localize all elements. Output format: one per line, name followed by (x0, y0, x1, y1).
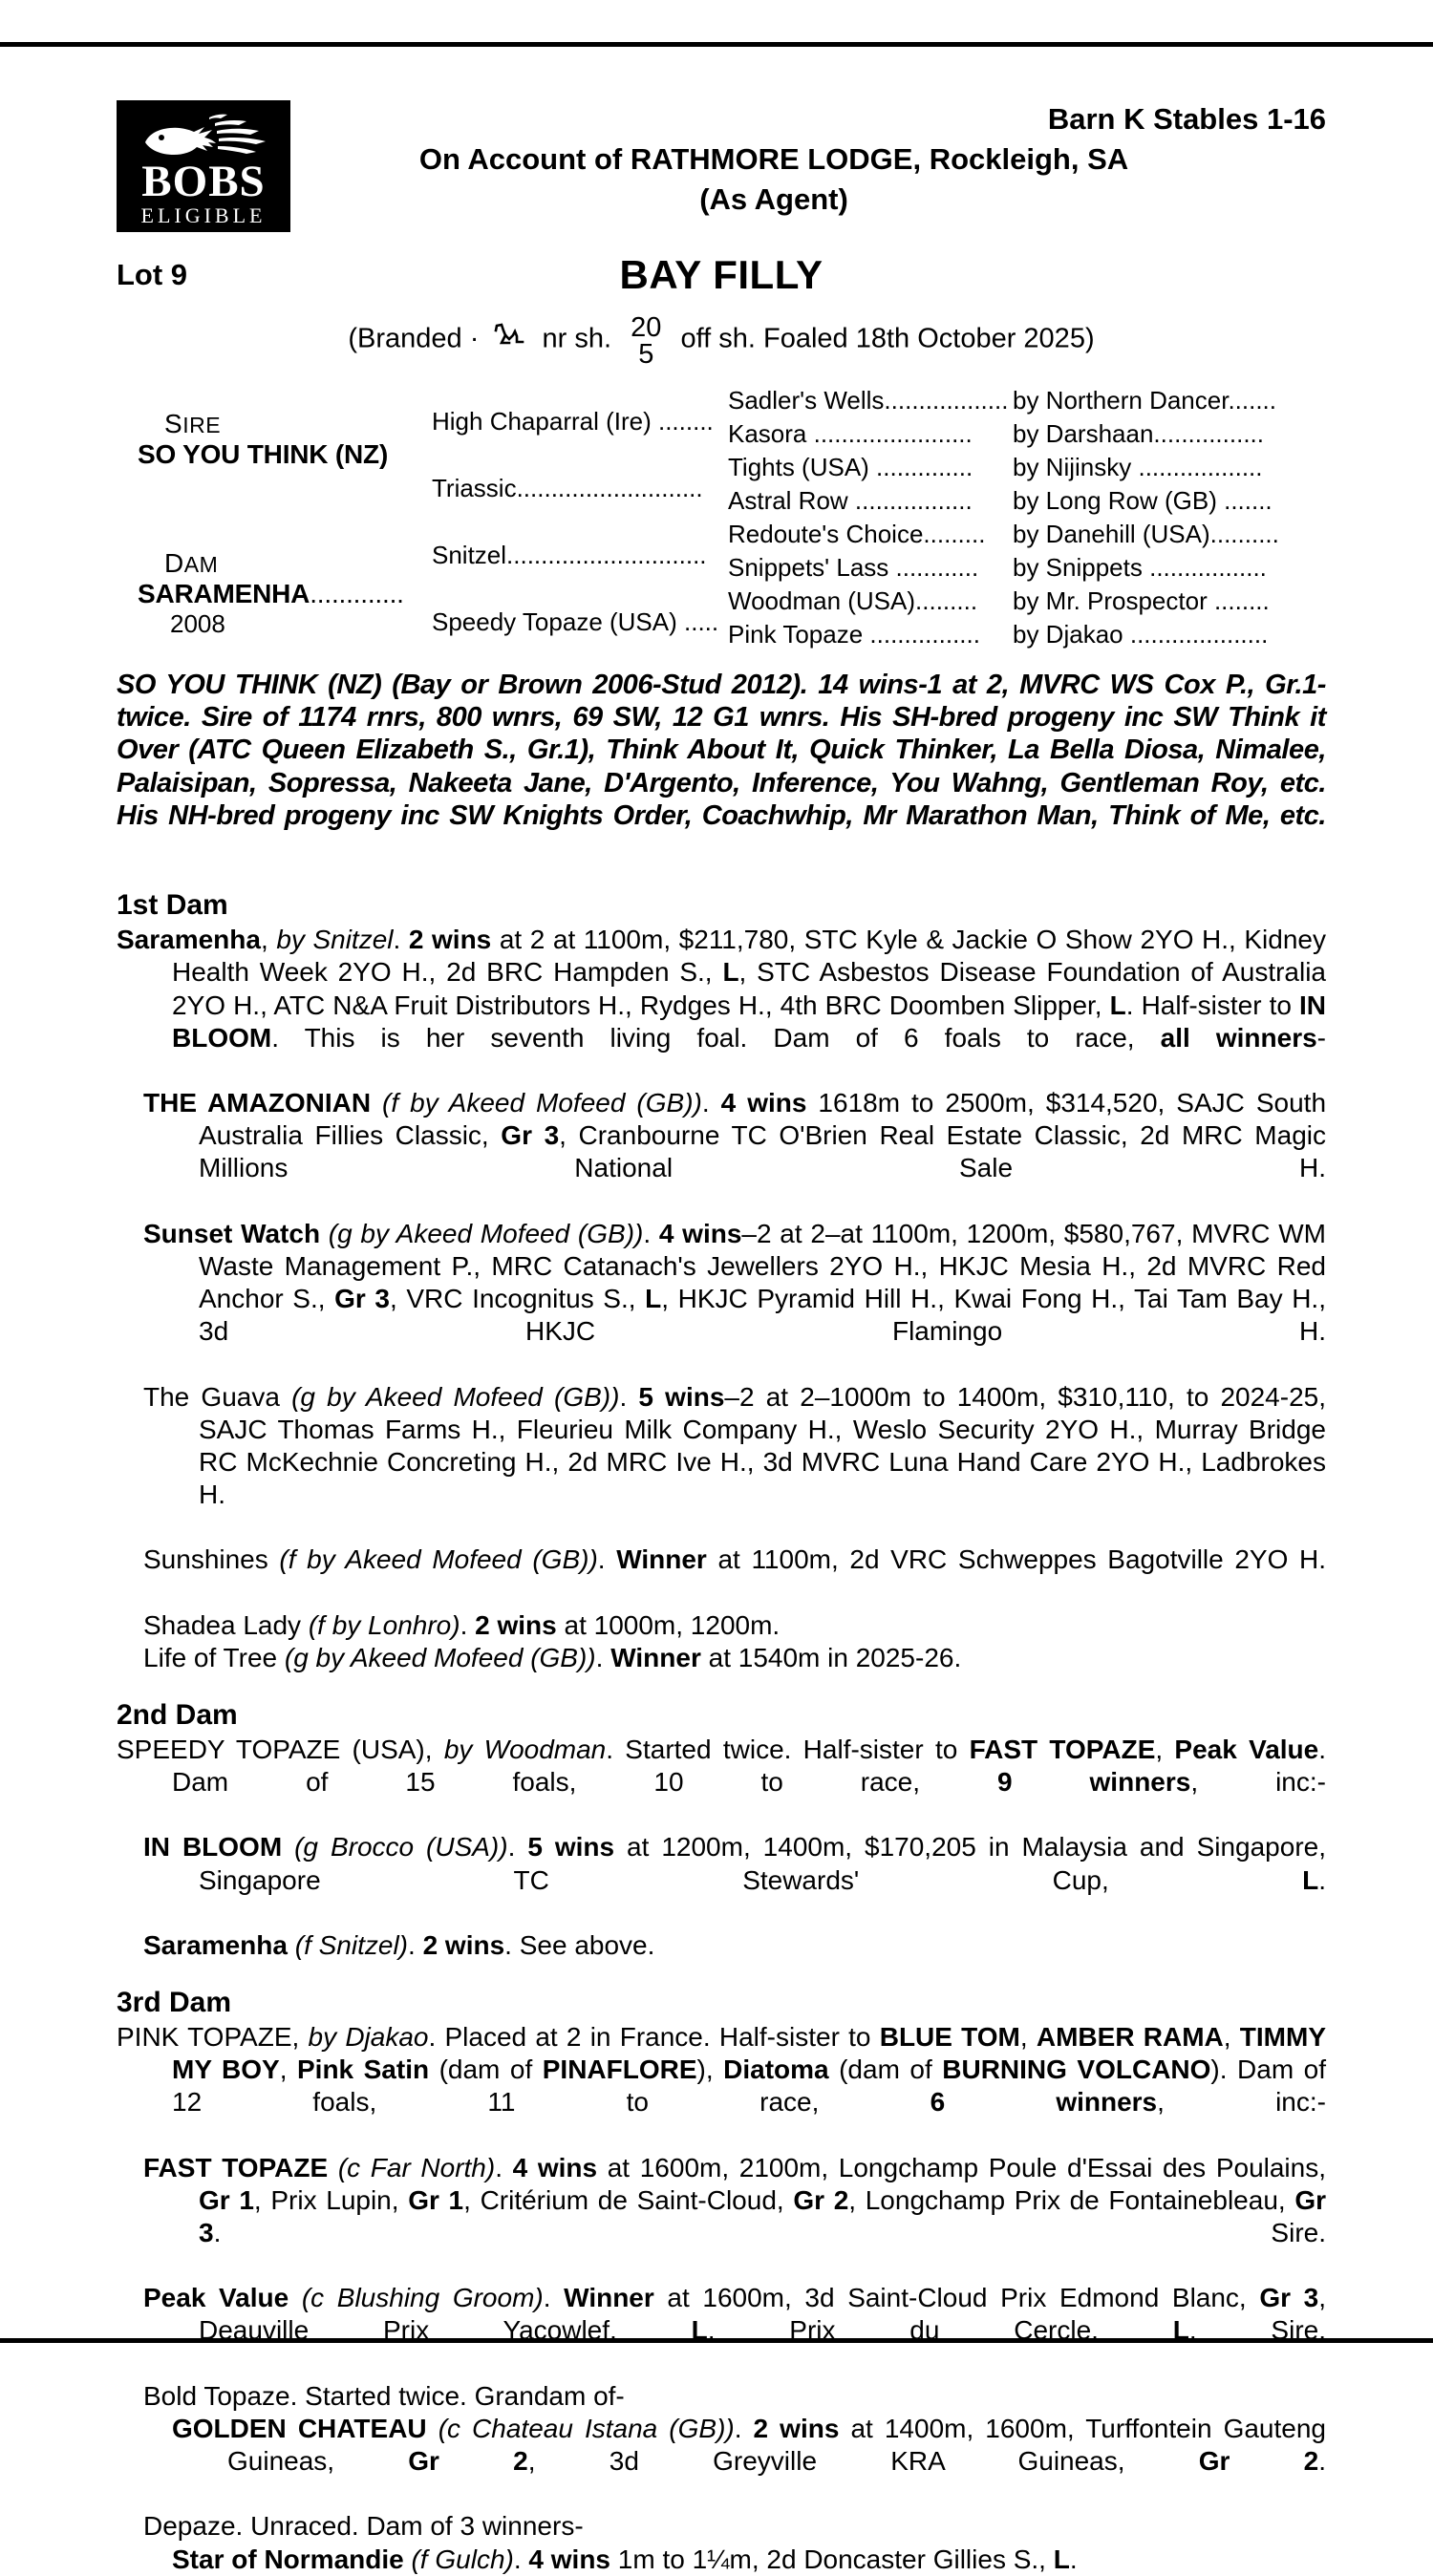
vendor-line: On Account of RATHMORE LODGE, Rockleigh, SA (418, 142, 1129, 176)
entry-text: , inc:- (1190, 1767, 1326, 1798)
dam-sections (117, 889, 1326, 2575)
pedigree-table (117, 388, 1326, 657)
pedigree-gen4-item: by Nijinsky .................. (1013, 453, 1263, 481)
entry-text: BLUE TOM (879, 2022, 1020, 2052)
brand-number-stack (631, 312, 662, 370)
entry-text: PINK TOPAZE, (117, 2022, 309, 2052)
entry-text: . (1069, 2544, 1078, 2574)
entry-text: –2 at 2–at 1100m, 1200m, $580,767, MVRC WM Waste Management P., MRC Catanach's Jewellers 2YO H., HKJC Mesia H., 2d MVRC Red Anchor S., (199, 1218, 1326, 1314)
entry-text (427, 2414, 438, 2443)
entry-text: . (460, 1609, 476, 1640)
pedigree-gen4-item: by Danehill (USA).......... (1013, 520, 1279, 548)
entry-text: 2 wins (475, 1609, 557, 1640)
entry-text: , inc:- (1157, 2087, 1326, 2118)
sire-block (138, 409, 388, 470)
entry-text: Gr 2 (793, 2184, 849, 2215)
entry-text: L (1172, 2315, 1189, 2346)
entry-text: Winner (610, 1642, 701, 1672)
entry-text: 5 wins (638, 1381, 725, 1412)
pedigree-gen3-item: Astral Row ................. (728, 486, 973, 515)
entry-text: , VRC Incognitus S., (389, 1284, 646, 1314)
entry-text: Star of Normandie (172, 2544, 404, 2574)
entry-text: 4 wins (512, 2152, 598, 2182)
entry-text: 5 wins (527, 1832, 615, 1863)
brand-numerator: 20 (631, 312, 662, 343)
entry-text: (f by Akeed Mofeed (GB)) (382, 1088, 702, 1118)
pedigree-entry (117, 2544, 1326, 2576)
entry-text: TIMMY MY BOY (172, 2022, 1327, 2085)
entry-text: . (734, 2413, 754, 2443)
entry-text: (g by Akeed Mofeed (GB)) (284, 1642, 596, 1672)
pedigree-entry (117, 1381, 1326, 1544)
pedigree-gen2-item: Triassic........................... (432, 474, 703, 502)
page-top-rule (0, 42, 1433, 47)
entry-text: . (408, 1929, 423, 1960)
entry-text: . (1318, 2446, 1326, 2477)
entry-text: Gr 3 (334, 1284, 390, 1314)
entry-text (282, 1832, 294, 1862)
entry-text: Winner (616, 1544, 707, 1575)
brand-symbol-icon (488, 322, 532, 351)
entry-text: Gr 3 (1259, 2283, 1319, 2313)
entry-text: . See above. (504, 1929, 655, 1960)
entry-text (288, 1930, 295, 1960)
entry-text: , Deauville Prix Yacowlef, (199, 2283, 1327, 2346)
pedigree-gen4-item: by Snippets ................. (1013, 553, 1267, 582)
entry-text: , (260, 925, 277, 955)
entry-text: SPEEDY TOPAZE (USA), (117, 1734, 444, 1764)
entry-text: Saramenha (143, 1929, 288, 1960)
entry-text: (dam of (429, 2054, 543, 2085)
entry-text: , Prix Lupin, (253, 2184, 409, 2215)
entry-text: , Longchamp Prix de Fontainebleau, (848, 2184, 1295, 2215)
pedigree-entry (117, 1734, 1326, 1831)
branded-suffix: off sh. Foaled 18th October 2025) (680, 323, 1095, 354)
entry-text: Peak Value (1174, 1734, 1319, 1764)
pedigree-entry (117, 1543, 1326, 1608)
entry-text: , (279, 2054, 297, 2085)
entry-text: by Djakao (308, 2022, 429, 2052)
pedigree-gen3-item: Pink Topaze ................ (728, 620, 980, 649)
entry-text: Pink Satin (296, 2054, 430, 2085)
entry-text: (f by Lonhro) (308, 1609, 460, 1640)
entry-text: (c Blushing Groom) (301, 2283, 544, 2313)
pedigree-entry (117, 924, 1326, 1087)
entry-text (289, 2283, 302, 2312)
pedigree-entry (117, 2021, 1326, 2152)
entry-text: (g Brocco (USA)) (294, 1832, 508, 1863)
pedigree-entry (117, 1087, 1326, 1218)
pedigree-gen3-item: Snippets' Lass ............ (728, 553, 979, 582)
entry-text: Gr 2 (408, 2446, 528, 2477)
pedigree-gen3-item: Tights (USA) .............. (728, 453, 973, 481)
pedigree-entry (117, 2380, 1326, 2413)
entry-text: by Snitzel (276, 925, 394, 955)
pedigree-entry (117, 2510, 1326, 2543)
entry-text: . This is her seventh living foal. Dam of 6 foals to race, (271, 1022, 1161, 1053)
pedigree-gen4-item: by Mr. Prospector ........ (1013, 586, 1270, 615)
entry-text: , STC Asbestos Disease Foundation of Australia 2YO H., ATC N&A Fruit Distributors H., Rydges H., 4th BRC Doomben Slipper, (172, 957, 1327, 1020)
entry-text: AMBER RAMA (1036, 2022, 1224, 2052)
pedigree-gen3-item: Redoute's Choice......... (728, 520, 986, 548)
pedigree-gen3-item: Kasora ....................... (728, 419, 973, 448)
entry-text: PINAFLORE (542, 2054, 697, 2085)
entry-text: by Woodman (443, 1734, 607, 1764)
entry-text: . (643, 1218, 659, 1248)
pedigree-gen2-item: High Chaparral (Ire) ........ (432, 407, 714, 436)
entry-text: L (1109, 990, 1126, 1020)
entry-text: Life of Tree (143, 1642, 285, 1672)
lot-title-row (117, 252, 1326, 313)
agent-line: (As Agent) (699, 182, 848, 216)
entry-text: . (595, 1642, 611, 1672)
entry-text: FAST TOPAZE (969, 1734, 1156, 1764)
entry-text: (f Gulch) (411, 2544, 514, 2574)
entry-text: Gr 1 (408, 2184, 464, 2215)
pedigree-entry (117, 1642, 1326, 1674)
dam-heading: 3rd Dam (117, 1987, 232, 2018)
entry-text: at 1600m, 2100m, Longchamp Poule d'Essai des Poulains, (597, 2152, 1326, 2182)
pedigree-gen2-item: Snitzel............................. (432, 541, 707, 569)
pedigree-entry (117, 2413, 1326, 2510)
entry-text: at 1100m, 2d VRC Schweppes Bagotville 2YO H. (706, 1544, 1326, 1575)
pedigree-entry (117, 1831, 1326, 1928)
entry-text: Saramenha (117, 925, 261, 955)
entry-text: (f by Akeed Mofeed (GB)) (279, 1544, 598, 1575)
entry-text: GOLDEN CHATEAU (172, 2413, 427, 2443)
entry-text: Gr 3 (501, 1120, 560, 1151)
entry-text: , Critérium de Saint-Cloud, (463, 2184, 794, 2215)
entry-text (404, 2544, 412, 2574)
entry-text: Diatoma (723, 2054, 829, 2085)
entry-text: L (1053, 2544, 1070, 2574)
entry-text: . (507, 1832, 528, 1863)
entry-text: . (495, 2152, 513, 2182)
entry-text: at 1540m in 2025-26. (700, 1642, 962, 1672)
pedigree-entry (117, 1929, 1326, 1962)
entry-text: Bold Topaze. Started twice. Grandam of- (143, 2380, 625, 2411)
brand-denominator: 5 (638, 338, 654, 370)
entry-text: . (597, 1544, 617, 1575)
entry-text: all winners (1160, 1022, 1317, 1053)
bobs-eligible-text: ELIGIBLE (140, 203, 267, 227)
entry-text: . (513, 2544, 529, 2574)
sire-name: SO YOU THINK (NZ) (138, 439, 389, 469)
entry-text: Sunset Watch (143, 1218, 321, 1248)
entry-text: BURNING VOLCANO (942, 2054, 1211, 2085)
dam-label: DAM (164, 548, 219, 578)
entry-text: 6 winners (930, 2087, 1158, 2118)
entry-text: , 3d Greyville KRA Guineas, (527, 2446, 1199, 2477)
entry-text: 1m to 1¼m, 2d Doncaster Gillies S., (610, 2544, 1054, 2574)
page-title: BAY FILLY (619, 252, 823, 297)
page-header (117, 91, 1326, 258)
entry-text (371, 1088, 382, 1118)
entry-text: at 1400m, 1600m, Turffontein Gauteng Guineas, (227, 2413, 1326, 2477)
entry-text: (c Far North) (337, 2152, 496, 2182)
entry-text: Gr 1 (199, 2184, 254, 2215)
entry-text: . Dam of 15 foals, 10 to race, (172, 1734, 1327, 1798)
branded-prefix: (Branded (348, 323, 462, 354)
entry-text: (c Chateau Istana (GB)) (438, 2413, 735, 2443)
entry-text: –2 at 2–1000m to 1400m, $310,110, to 2024-25, SAJC Thomas Farms H., Fleurieu Milk Company H., Weslo Security 2YO H., Murray Bridge RC McKechnie Concreting H., 2d MRC Ive H., 3d MVRC Luna Hand Care 2YO H., Ladbrokes H. (199, 1381, 1327, 1509)
entry-text: 2 wins (408, 925, 492, 955)
pedigree-gen3-item: Sadler's Wells.................. (728, 386, 1009, 415)
pedigree-entry (117, 2152, 1326, 2283)
entry-text: 9 winners (997, 1767, 1191, 1798)
pedigree-gen4-item: by Darshaan................ (1013, 419, 1264, 448)
entry-text: Gr 3 (199, 2184, 1327, 2247)
entry-text: L (1302, 1864, 1319, 1895)
entry-text: The Guava (143, 1381, 292, 1412)
entry-text: L (645, 1284, 662, 1314)
pedigree-gen2-item: Speedy Topaze (USA) ..... (432, 607, 719, 636)
entry-text: - (1316, 1022, 1326, 1053)
entry-text (320, 1219, 329, 1248)
entry-text: at 2 at 1100m, $211,780, STC Kyle & Jackie O Show 2YO H., Kidney Health Week 2YO H., 2d BRC Hampden S., (172, 925, 1326, 988)
entry-text: . Started twice. Half-sister to (606, 1734, 970, 1764)
entry-text: Shadea Lady (143, 1609, 309, 1640)
branding-line (117, 313, 1326, 373)
branded-side: nr sh. (542, 323, 612, 354)
lot-number: Lot 9 (117, 258, 188, 291)
pedigree-col-grandparents (432, 388, 723, 655)
dam-name-text: SARAMENHA (138, 579, 310, 608)
entry-text: ). Dam of 12 foals, 11 to race, (172, 2054, 1326, 2118)
entry-text: Gr 2 (1198, 2446, 1319, 2477)
dam-year: 2008 (170, 609, 225, 638)
entry-text: Peak Value (143, 2283, 289, 2313)
entry-text: THE AMAZONIAN (143, 1088, 372, 1118)
dam-name-dots: ............. (310, 579, 404, 608)
pedigree-col-sireline (1013, 384, 1328, 651)
entry-text: L (722, 957, 739, 988)
entry-text: (dam of (828, 2054, 943, 2085)
entry-text: 2 wins (753, 2413, 840, 2443)
sire-summary-paragraph: SO YOU THINK (NZ) (Bay or Brown 2006-Stud 2012). 14 wins-1 at 2, MVRC WS Cox P., Gr.1-twice. Sire of 1174 rnrs, 800 wnrs, 69 SW, 12 G1 wnrs. His SH-bred progeny inc SW Think it Over (ATC Queen Elizabeth S., Gr.1), Think About It, Quick Thinker, La Bella Diosa, Nimalee, Palaisipan, Sopressa, Nakeeta Jane, D'Argento, Inference, You Wahng, Gentleman Roy, etc. His NH-bred progeny inc SW Knights Order, Coachwhip, Mr Marathon Man, Think of Me, etc. (117, 670, 1326, 831)
entry-text: at 1600m, 3d Saint-Cloud Prix Edmond Blanc, (653, 2283, 1260, 2313)
entry-text: 1618m to 2500m, $314,520, SAJC South Australia Fillies Classic, (199, 1088, 1327, 1151)
pedigree-gen4-item: by Djakao .................... (1013, 620, 1269, 649)
entry-text: 4 wins (720, 1088, 807, 1118)
entry-text: , Prix du Cercle, (707, 2315, 1173, 2346)
entry-text: 4 wins (528, 2544, 610, 2574)
entry-text: , HKJC Pyramid Hill H., Kwai Fong H., Tai Tam Bay H., 3d HKJC Flamingo H. (199, 1284, 1326, 1347)
branded-dot: · (469, 323, 480, 354)
entry-text: . Sire. (1188, 2315, 1326, 2346)
entry-text: . Sire. (213, 2217, 1326, 2247)
entry-text: 4 wins (658, 1218, 742, 1248)
pedigree-entry (117, 1609, 1326, 1642)
entry-text: Sunshines (143, 1544, 280, 1575)
dam-name (138, 579, 404, 609)
entry-text: . (701, 1088, 721, 1118)
entry-text: . Placed at 2 in France. Half-sister to (428, 2022, 880, 2052)
sire-label: SIRE (164, 409, 222, 438)
entry-text: (g by Akeed Mofeed (GB)) (328, 1218, 644, 1248)
entry-text: , (1019, 2022, 1037, 2052)
dam-block (138, 548, 404, 639)
pedigree-entry (117, 2282, 1326, 2379)
pedigree-gen4-item: by Northern Dancer....... (1013, 386, 1277, 415)
entry-text: FAST TOPAZE (143, 2152, 329, 2182)
bobs-wordmark: BOBS (141, 157, 266, 206)
entry-text: . (619, 1381, 639, 1412)
pedigree-gen3-item: Woodman (USA)......... (728, 586, 978, 615)
dam-heading: 1st Dam (117, 889, 228, 922)
pedigree-gen4-item: by Long Row (GB) ....... (1013, 486, 1273, 515)
entry-text: , Cranbourne TC O'Brien Real Estate Classic, 2d MRC Magic Millions National Sale H. (199, 1120, 1326, 1183)
entry-text: Winner (564, 2283, 654, 2313)
entry-text: Depaze. Unraced. Dam of 3 winners- (143, 2511, 584, 2542)
entry-text: L (691, 2315, 708, 2346)
entry-text: . (393, 925, 409, 955)
entry-text: , (1155, 1734, 1175, 1764)
pedigree-entry (117, 1218, 1326, 1381)
entry-text: ), (696, 2054, 724, 2085)
entry-text: . (1318, 1864, 1326, 1895)
entry-text: . Half-sister to (1125, 990, 1300, 1020)
entry-text: at 1000m, 1200m. (556, 1609, 781, 1640)
entry-text: IN BLOOM (172, 990, 1327, 1053)
branding-inner (348, 312, 1095, 370)
page-content (117, 91, 1326, 2576)
entry-text (328, 2153, 338, 2182)
pedigree-col-greatgrandparents (728, 384, 1015, 651)
dam-heading: 2nd Dam (117, 1698, 238, 1731)
entry-text: IN BLOOM (143, 1832, 283, 1863)
barn-location: Barn K Stables 1-16 (1047, 102, 1326, 136)
entry-text: at 1200m, 1400m, $170,205 in Malaysia and Singapore, Singapore TC Stewards' Cup, (199, 1832, 1326, 1895)
entry-text: , (1223, 2022, 1240, 2052)
entry-text: 2 wins (422, 1929, 505, 1960)
entry-text: . (543, 2283, 565, 2313)
entry-text: (f Snitzel) (294, 1929, 408, 1960)
entry-text: (g by Akeed Mofeed (GB)) (291, 1381, 620, 1412)
